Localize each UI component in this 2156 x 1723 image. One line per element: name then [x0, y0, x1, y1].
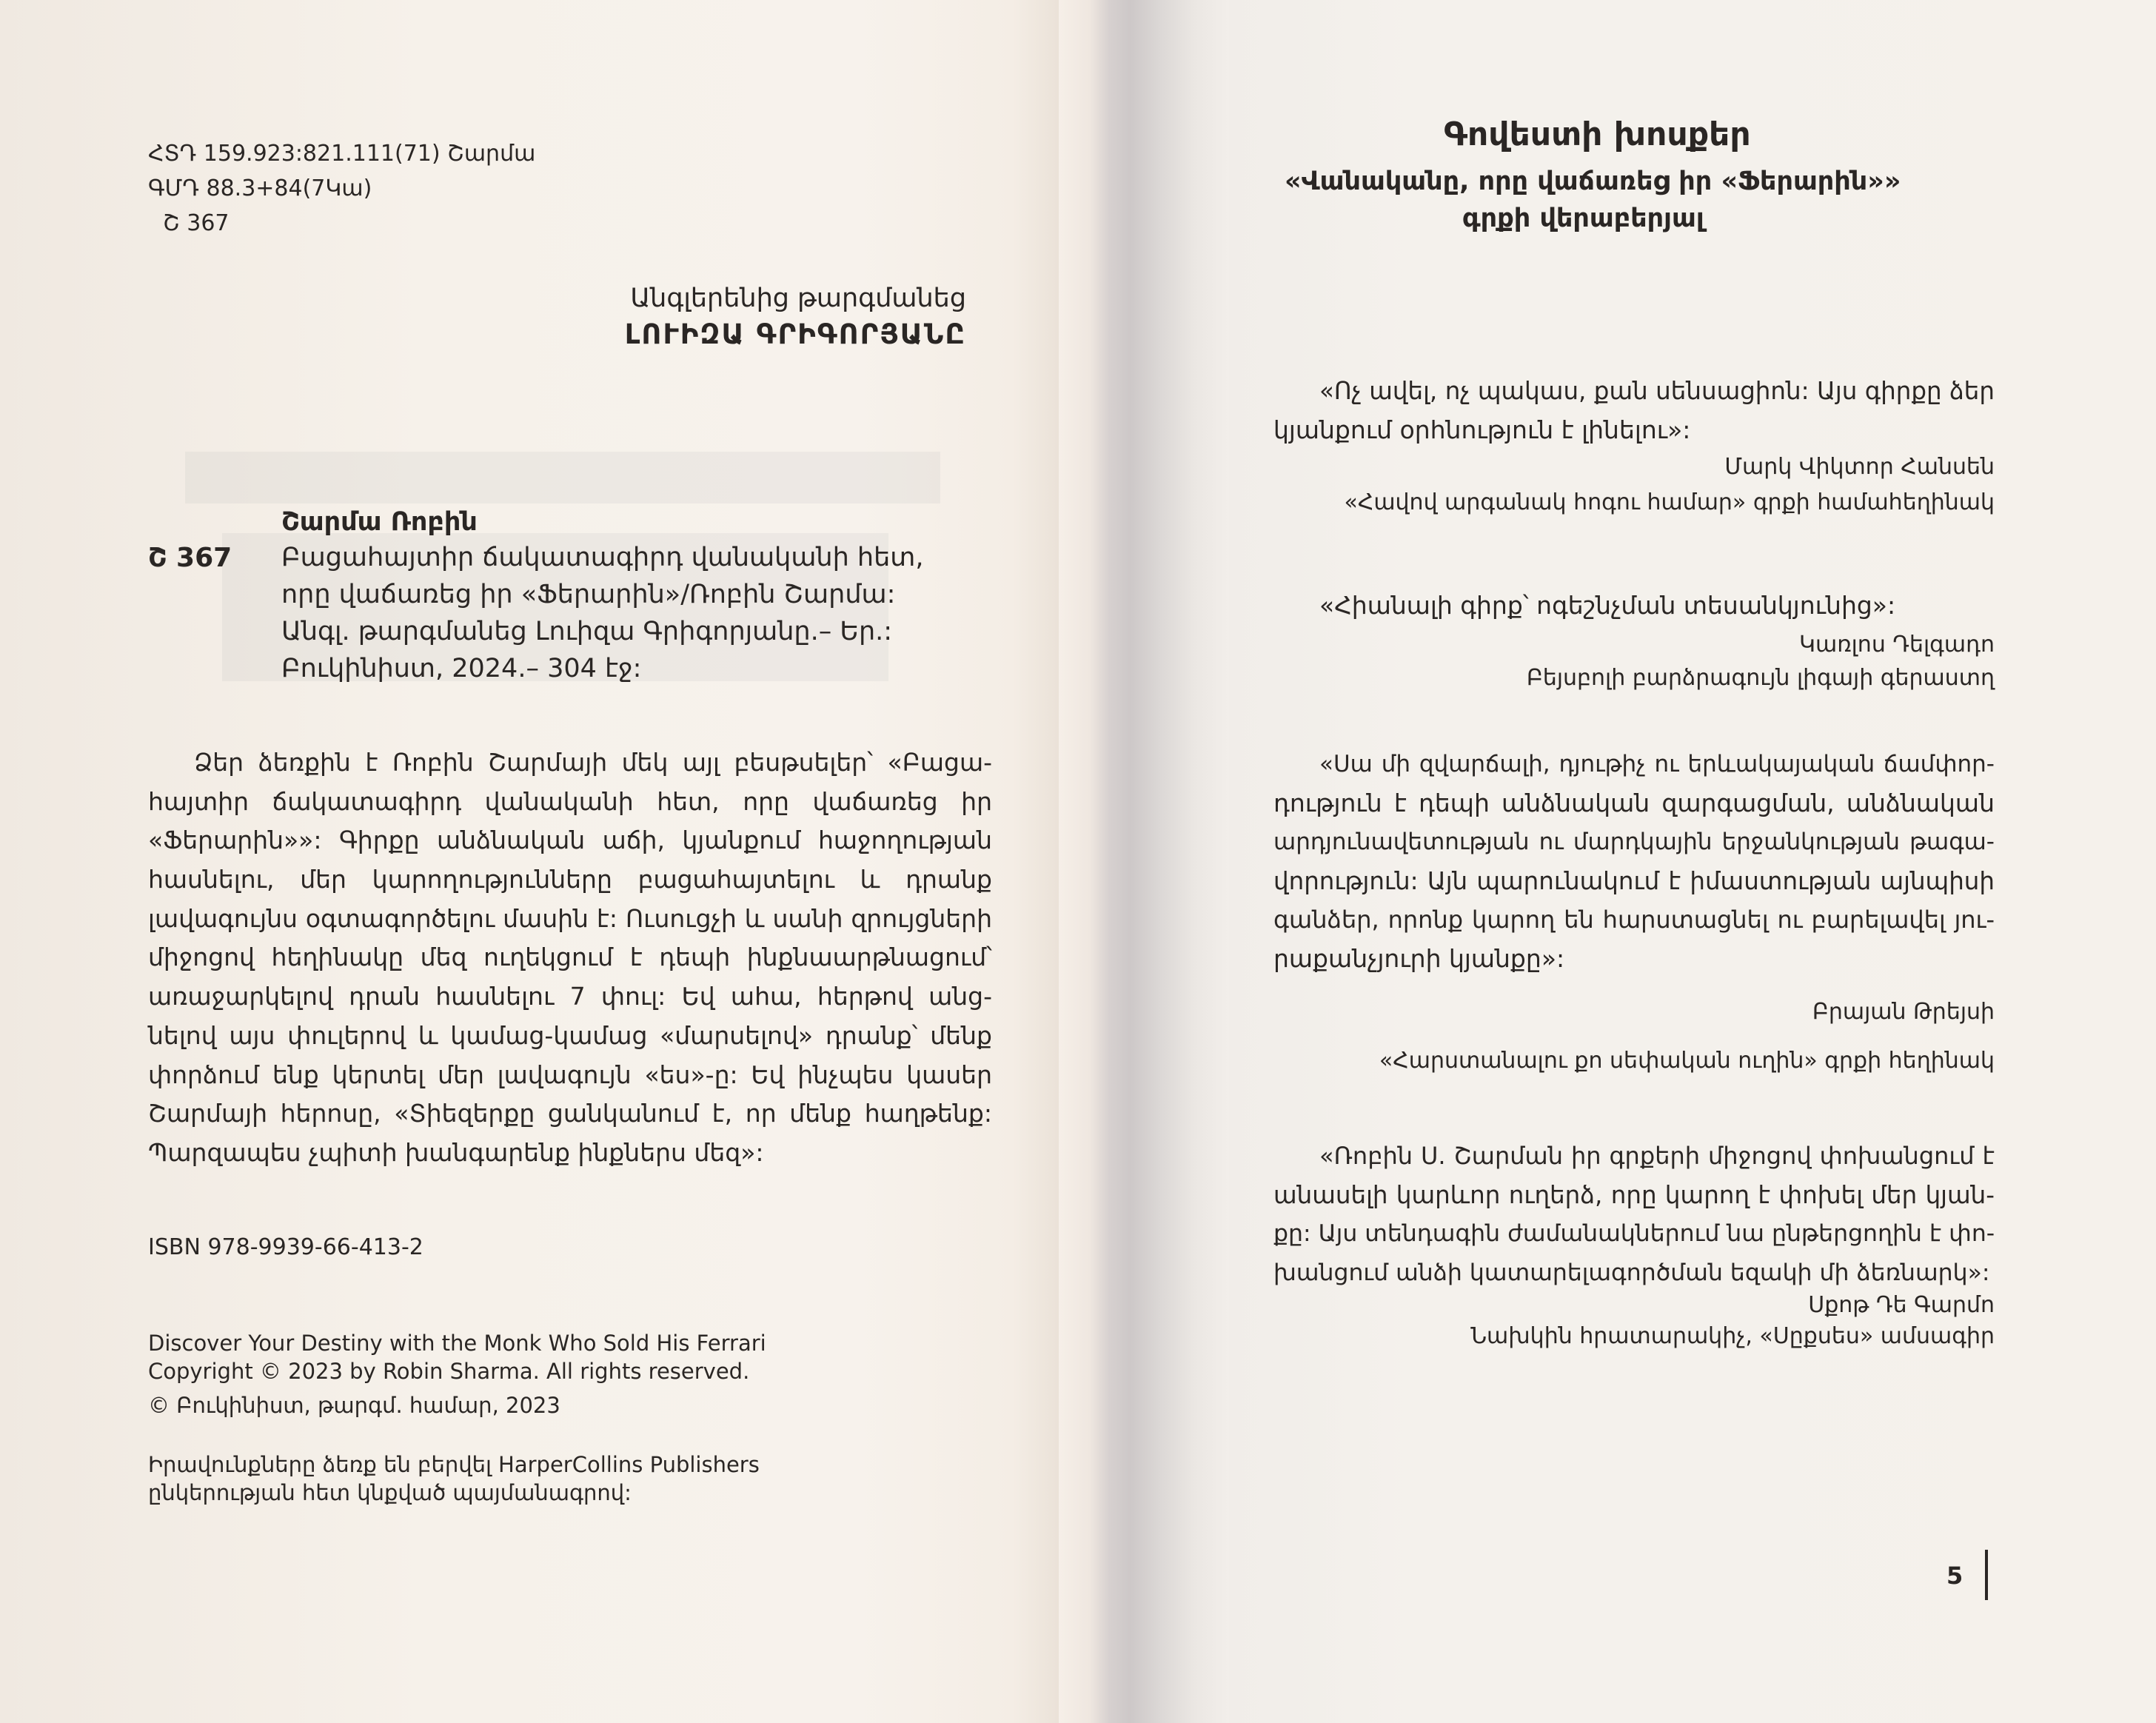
annotation-line: Շարմայի հերոսը, «Տիեզերքը ցանկանում է, որ մենք հաղթենք:	[148, 1099, 992, 1128]
quote-line: «Ռոբին Ս. Շարման իր գրքերի միջոցով փոխանցում է	[1319, 1142, 1995, 1170]
quote-line: «Ոչ ավել, ոչ պակաս, քան սենսացիոն: Այս գիրքը ձեր	[1319, 377, 1995, 405]
bib-line: Բուկինիստ, 2024.– 304 էջ:	[281, 654, 642, 683]
quote-line: «Հիանալի գիրք՝ ոգեշնչման տեսանկյունից»:	[1319, 591, 1896, 620]
quote-4	[1273, 1137, 1995, 1292]
quote-3	[1273, 745, 1995, 978]
annotation-line: փորձում ենք կերտել մեր լավագույն «ես»-ը: Եվ ինչպես կասեր	[148, 1060, 992, 1089]
quote-2	[1273, 586, 1995, 626]
copyright-notice: Copyright © 2023 by Robin Sharma. All rights reserved.	[148, 1359, 750, 1384]
quote-line: վորություն: Այն պարունակում է իմաստության այնպիսի	[1273, 866, 1995, 895]
quote-author-role: Բեյսբոլի բարձրագույն լիգայի գերաստղ	[1526, 665, 1995, 691]
quote-author: Կառլոս Դելգադո	[1799, 632, 1995, 658]
catalog-code: Շ 367	[163, 210, 230, 236]
isbn: ISBN 978-9939-66-413-2	[148, 1234, 424, 1260]
quote-line: գանձեր, որոնք կարող են հարստացնել ու բարելավել յու-	[1273, 906, 1995, 934]
bib-line: որը վաճառեց իր «Ֆերարին»/Ռոբին Շարմա:	[281, 580, 896, 609]
quote-author: Բրայան Թրեյսի	[1812, 999, 1995, 1025]
quote-author: Սքոթ Դե Գարմո	[1808, 1292, 1995, 1318]
quote-line: դություն է դեպի անձնական զարգացման, անձնական	[1273, 788, 1995, 817]
translation-copyright: © Բուկինիստ, թարգմ. համար, 2023	[148, 1393, 560, 1418]
book-gutter	[1059, 0, 1229, 1723]
quote-line: «Սա մի զվարճալի, դյութիչ ու երևակայական ճամփոր-	[1319, 751, 1995, 777]
annotation-paragraph	[148, 743, 992, 1173]
quote-1	[1273, 372, 1995, 449]
annotation-line: «Ֆերարին»»: Գիրքը անձնական աճի, կյանքում հաջողության	[148, 826, 992, 855]
show-through	[185, 452, 940, 503]
quote-line: արդյունավետության ու մարդկային երջանկության թագա-	[1273, 829, 1995, 855]
page-number: 5	[1946, 1562, 1964, 1590]
catalog-lbc: ԳՄԴ 88.3+84(7Կա)	[148, 175, 372, 201]
bib-line: Բացահայտիր ճակատագիրդ վանականի հետ,	[281, 543, 924, 572]
rights-line: ընկերության հետ կնքված պայմանագրով:	[148, 1480, 632, 1505]
page-subtitle: գրքի վերաբերյալ	[1462, 204, 1704, 233]
quote-line: քը: Այս տենդագին ժամանակներում նա ընթերցողին է փո-	[1273, 1220, 1995, 1247]
translator-name: ԼՈՒԻԶԱ ԳՐԻԳՈՐՅԱՆԸ	[624, 318, 966, 350]
quote-line: կյանքում օրհնություն է լինելու»:	[1273, 415, 1691, 444]
annotation-line: միջոցով հեղինակը մեզ ուղեկցում է դեպի ինքնաարթնացում՝	[148, 943, 992, 972]
quote-line: անասելի կարևոր ուղերձ, որը կարող է փոխել մեր կյան-	[1273, 1180, 1995, 1209]
quote-author-role: Նախկին հրատարակիչ, «Սըքսես» ամսագիր	[1470, 1323, 1995, 1349]
page-number-rule	[1985, 1550, 1988, 1600]
annotation-line: նելով այս փուլերով և կամաց-կամաց «մարսելով» դրանք՝ մենք	[148, 1020, 992, 1050]
annotation-line: հայտիր ճակատագիրդ վանականի հետ, որը վաճառեց իր	[148, 786, 992, 816]
quote-author: Մարկ Վիկտոր Հանսեն	[1724, 454, 1995, 480]
annotation-line: Ձեր ձեռքին է Ռոբին Շարմայի մեկ այլ բեսթսելեր՝ «Բացա-	[194, 748, 992, 777]
catalog-udc: ՀՏԴ 159.923:821.111(71) Շարմա	[148, 141, 536, 167]
annotation-line: Պարզապես չպիտի խանգարենք ինքներս մեզ»:	[148, 1137, 764, 1167]
annotation-line: լավագույնս օգտագործելու մասին է: Ուսուցչի և սանի զրույցների	[148, 903, 992, 933]
page-subtitle: «Վանականը, որը վաճառեց իր «Ֆերարին»»	[1285, 167, 1901, 196]
page-title: Գովեստի խոսքեր	[1444, 116, 1751, 153]
quote-line: րաքանչյուրի կյանքը»:	[1273, 943, 1565, 973]
quote-author-role: «Հավով արգանակ հոգու համար» գրքի համահեղինակ	[1344, 489, 1995, 515]
rights-line: Իրավունքները ձեռք են բերվել HarperCollins Publishers	[148, 1452, 760, 1477]
original-title: Discover Your Destiny with the Monk Who Sold His Ferrari	[148, 1331, 766, 1356]
translator-label: Անգլերենից թարգմանեց	[630, 284, 966, 313]
quote-author-role: «Հարստանալու քո սեփական ուղին» գրքի հեղինակ	[1379, 1048, 1995, 1074]
quote-line: խանցում անձի կատարելագործման եզակի մի ձեռնարկ»:	[1273, 1259, 1990, 1286]
bib-line: Անգլ. թարգմանեց Լուիզա Գրիգորյանը.– Եր.:	[281, 617, 893, 646]
author-heading: Շարմա Ռոբին	[281, 507, 478, 537]
annotation-line: հասնելու, մեր կարողությունները բացահայտելու և դրանք	[148, 865, 992, 894]
annotation-line: առաջարկելով դրան հասնելու 7 փուլ: Եվ ահա, հերթով անց-	[148, 982, 992, 1011]
index-code: Շ 367	[148, 543, 232, 573]
